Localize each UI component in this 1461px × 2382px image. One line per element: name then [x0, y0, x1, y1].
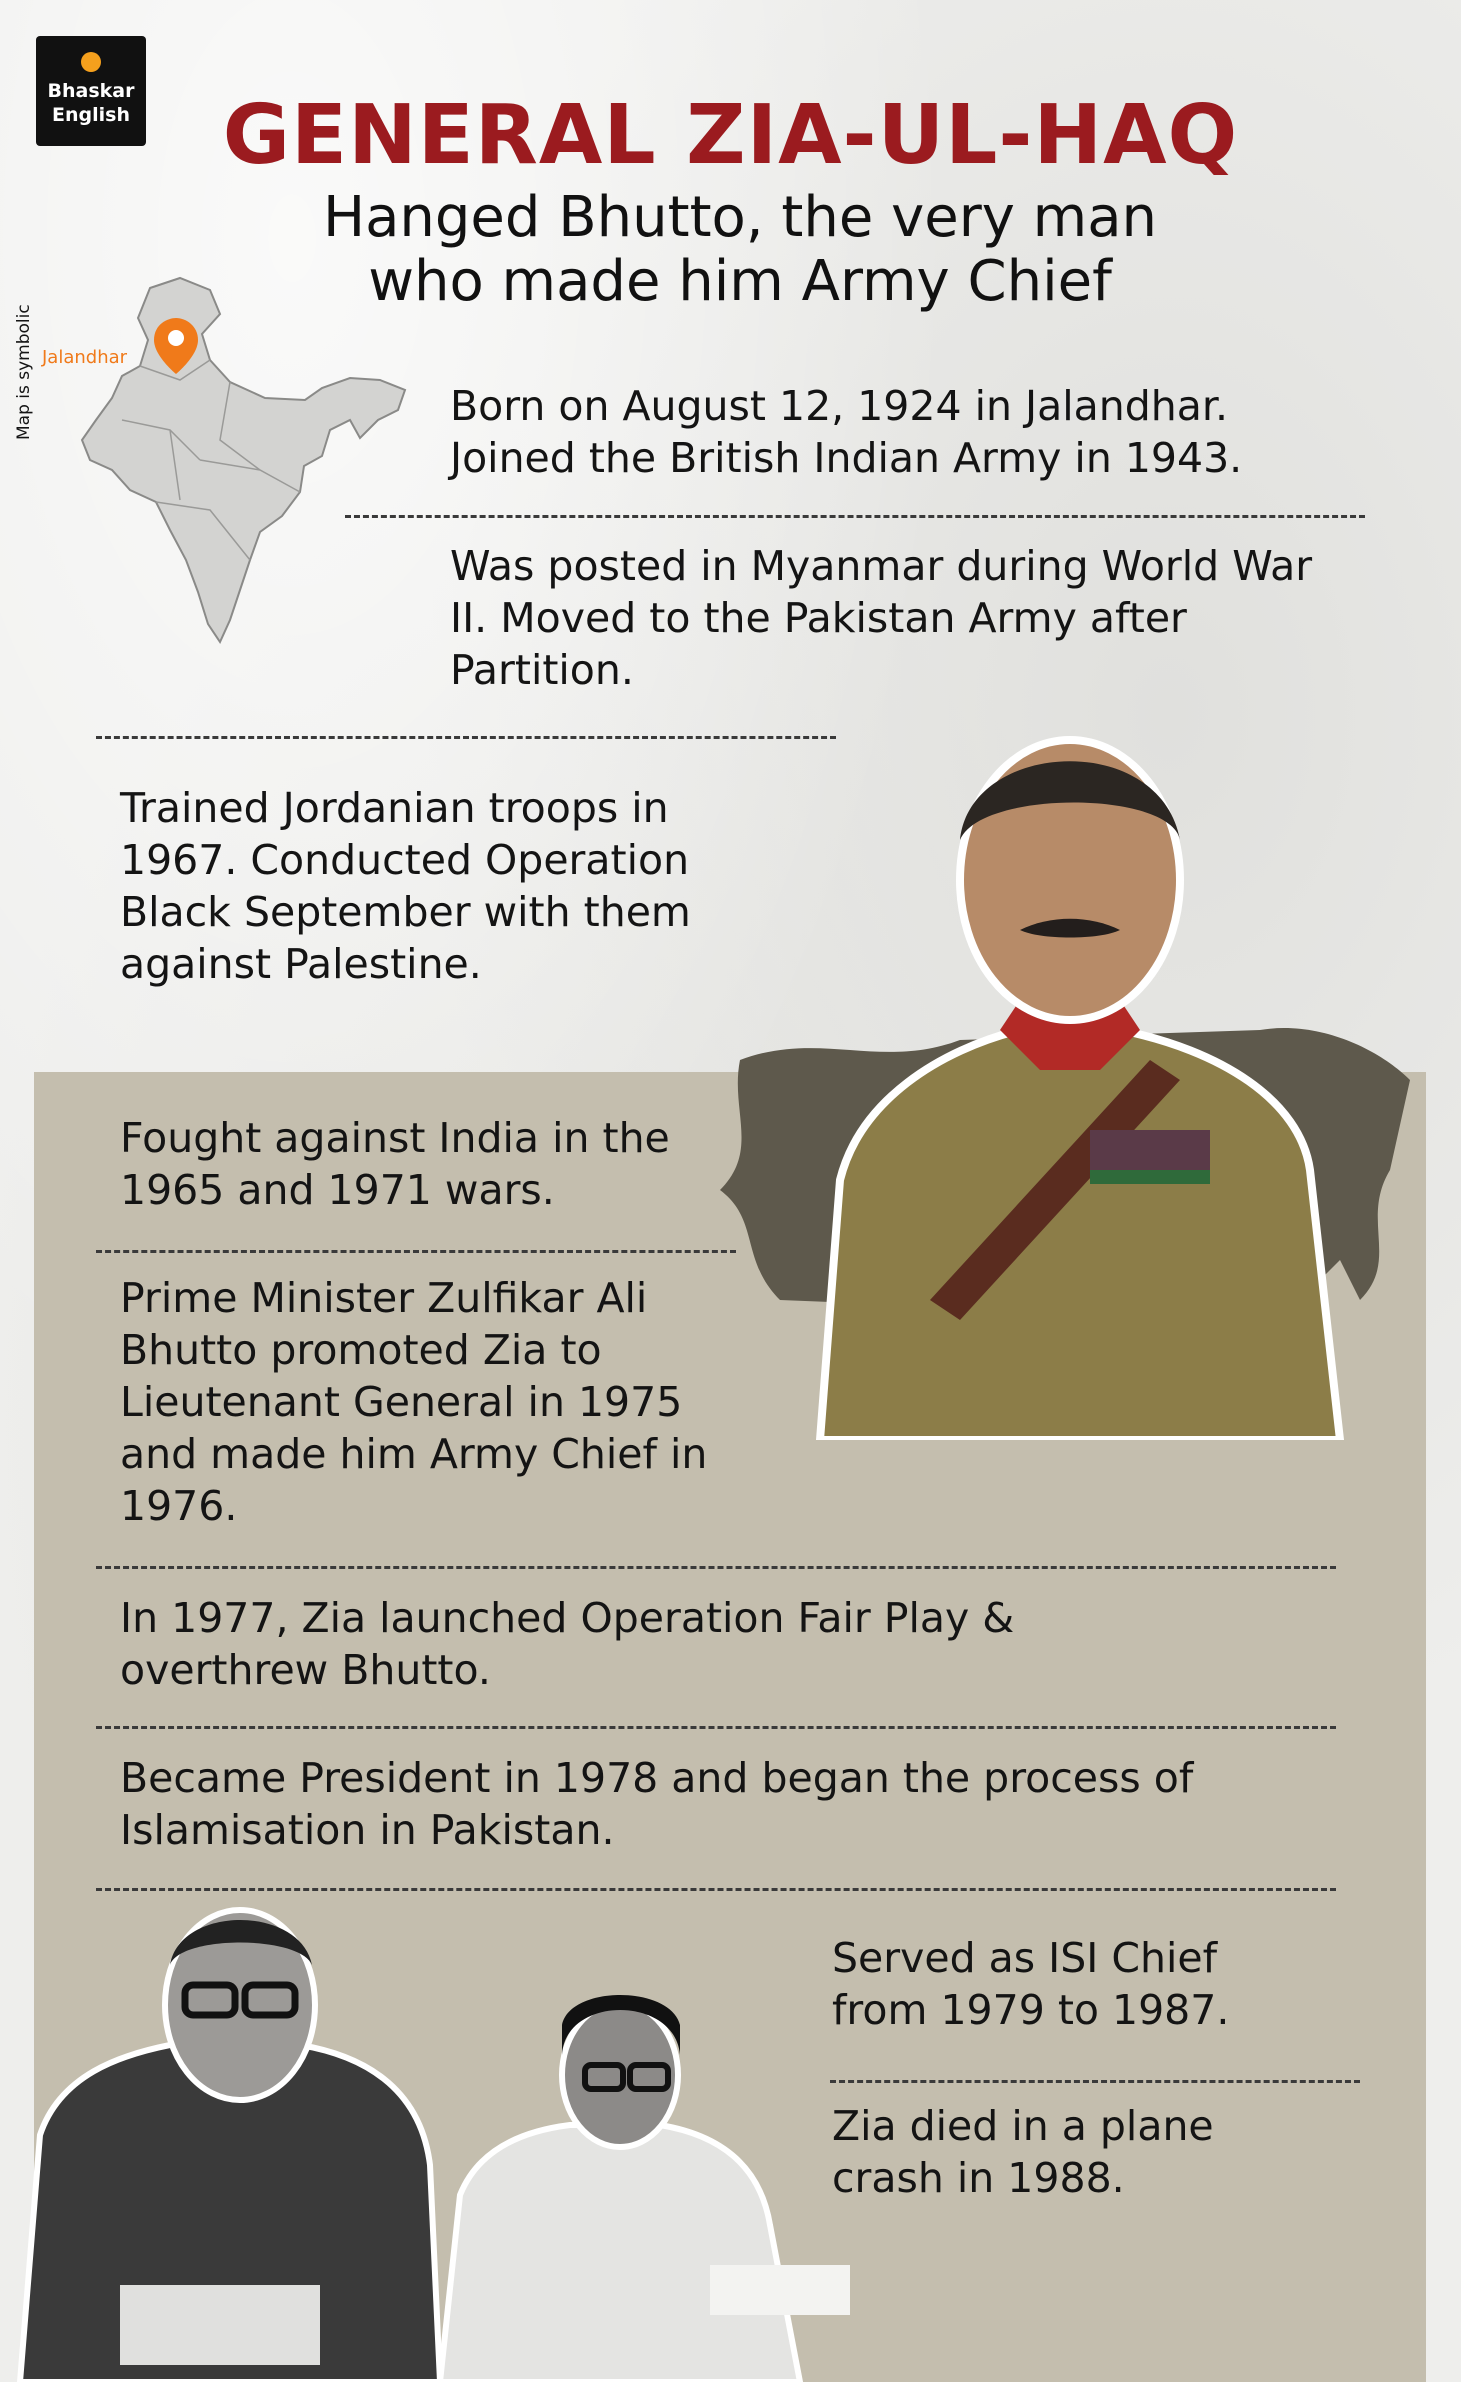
india-map-icon — [60, 270, 420, 670]
map-city-label: Jalandhar — [42, 347, 128, 368]
logo-line-1: Bhaskar — [47, 80, 135, 102]
fact-death: Zia died in a plane crash in 1988. — [832, 2102, 1214, 2202]
divider-5 — [96, 1726, 1336, 1729]
zia-portrait-image — [700, 700, 1420, 1440]
map-disclaimer: Map is symbolic — [14, 304, 34, 440]
fact-fair-play: In 1977, Zia launched Operation Fair Play & overthrew Bhutto. — [120, 1594, 1015, 1694]
page-title: GENERAL ZIA-UL-HAQ — [222, 88, 1239, 183]
page-subtitle: Hanged Bhutto, the very man who made him Army Chief — [322, 185, 1158, 314]
divider-7 — [830, 2080, 1360, 2083]
fact-promotion: Prime Minister Zulfikar Ali Bhutto promoted Zia to Lieutenant General in 1975 and made him Army Chief in 1976. — [120, 1274, 708, 1530]
divider-3 — [96, 1250, 736, 1253]
divider-6 — [96, 1888, 1336, 1891]
divider-4 — [96, 1566, 1336, 1569]
fact-jordan: Trained Jordanian troops in 1967. Conducted Operation Black September with them against Palestine. — [120, 784, 691, 988]
fact-wars: Fought against India in the 1965 and 1971 wars. — [120, 1114, 670, 1214]
fact-myanmar: Was posted in Myanmar during World War II. Moved to the Pakistan Army after Partition. — [450, 542, 1313, 694]
logo-sun-icon — [81, 52, 101, 72]
fact-isi: Served as ISI Chief from 1979 to 1987. — [832, 1934, 1230, 2034]
zia-oath-photo-image — [0, 1905, 860, 2382]
logo-line-2: English — [52, 104, 130, 126]
fact-born: Born on August 12, 1924 in Jalandhar. Joined the British Indian Army in 1943. — [450, 382, 1243, 482]
fact-president: Became President in 1978 and began the process of Islamisation in Pakistan. — [120, 1754, 1194, 1854]
divider-1 — [345, 515, 1365, 518]
